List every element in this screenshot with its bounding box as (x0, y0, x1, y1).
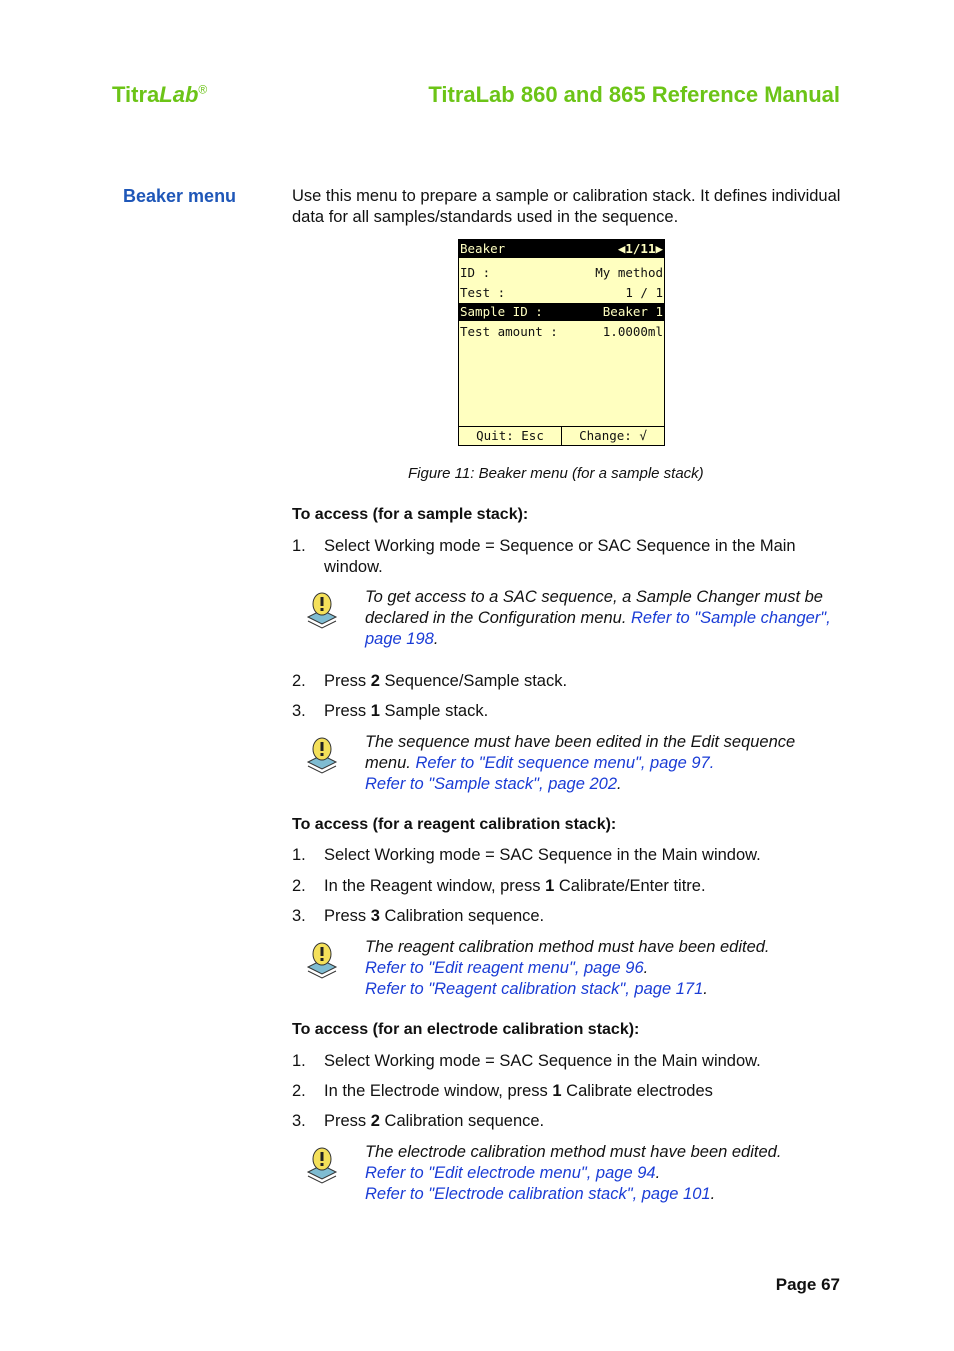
softkey-change: Change: √ (561, 427, 664, 445)
link-edit-electrode-menu[interactable]: Refer to "Edit electrode menu", page 94 (365, 1164, 656, 1182)
link-edit-reagent-menu[interactable]: Refer to "Edit reagent menu", page 96 (365, 959, 644, 977)
electrode-step-3: 3. Press 2 Calibration sequence. (292, 1112, 545, 1130)
lcd-row-label: Test : (460, 285, 506, 300)
electrode-step-1: 1. Select Working mode = SAC Sequence in the Main window. (292, 1052, 761, 1070)
reagent-step-3: 3. Press 3 Calibration sequence. (292, 907, 545, 925)
link-sample-stack[interactable]: Refer to "Sample stack", page 202 (365, 775, 618, 793)
lcd-row (459, 284, 664, 302)
electrode-step-2: 2. In the Electrode window, press 1 Calibrate electrodes (292, 1082, 713, 1100)
sample-step-2: 2. Press 2 Sequence/Sample stack. (292, 672, 568, 690)
lcd-row-selected (459, 303, 664, 321)
tip-bulb-icon (305, 1146, 339, 1186)
link-reagent-calibration-stack[interactable]: Refer to "Reagent calibration stack", page 171 (365, 980, 704, 998)
electrode-heading: To access (for an electrode calibration stack): (292, 1021, 640, 1038)
brand-logo (112, 82, 207, 108)
reagent-step-2: 2. In the Reagent window, press 1 Calibrate/Enter titre. (292, 877, 706, 895)
reagent-heading: To access (for a reagent calibration stack): (292, 816, 617, 833)
tip-bulb-icon (305, 591, 339, 631)
sample-heading: To access (for a sample stack): (292, 506, 529, 523)
figure-caption: Figure 11: Beaker menu (for a sample stack) (408, 465, 704, 482)
lcd-row-label: Test amount : (460, 324, 558, 339)
lcd-row-value: My method (595, 265, 663, 280)
lcd-row-label: Sample ID : (460, 304, 543, 319)
note-sample-changer: To get access to a SAC sequence, a Sample Changer must be declared in the Configuration menu. Refer to "Sample changer", page 198. (305, 587, 845, 651)
lcd-softkeys (459, 426, 664, 445)
intro-paragraph: Use this menu to prepare a sample or calibration stack. It defines individual data for all samples/standards used in the sequence. (292, 187, 841, 226)
manual-title: TitraLab 860 and 865 Reference Manual (428, 82, 840, 107)
softkey-quit: Quit: Esc (476, 428, 544, 443)
sample-step-1: 1. Select Working mode = Sequence or SAC Sequence in the Main window. (292, 537, 796, 576)
note-electrode-calibration: The electrode calibration method must have been edited. Refer to "Edit electrode menu", page 94. Refer to "Electrode calibration stack", page 101. (305, 1142, 845, 1206)
tip-bulb-icon (305, 941, 339, 981)
lcd-row-label: ID : (460, 265, 491, 280)
link-electrode-calibration-stack[interactable]: Refer to "Electrode calibration stack", page 101 (365, 1185, 711, 1203)
registered-mark: ® (198, 82, 208, 97)
section-title: Beaker menu (123, 186, 237, 206)
lcd-row-value: Beaker 1 (602, 304, 663, 319)
lcd-page-indicator: ◀1/11▶ (617, 241, 663, 256)
note-reagent-calibration: The reagent calibration method must have been edited. Refer to "Edit reagent menu", page 96. Refer to "Reagent calibration stack", page 171. (305, 937, 845, 1001)
lcd-row (459, 264, 664, 282)
reagent-step-1: 1. Select Working mode = SAC Sequence in the Main window. (292, 846, 761, 864)
lcd-row-value: 1.0000ml (602, 324, 663, 339)
lcd-title: Beaker (460, 241, 506, 256)
link-sample-changer[interactable]: Refer to "Sample changer", page 198 (365, 609, 831, 648)
page-number: Page 67 (775, 1275, 840, 1294)
link-edit-sequence-menu[interactable]: Refer to "Edit sequence menu", page 97. (415, 754, 715, 772)
brand-text-italic: Lab (159, 82, 199, 107)
beaker-lcd-screen (458, 239, 665, 446)
brand-text: Titra (112, 82, 160, 107)
tip-bulb-icon (305, 736, 339, 776)
note-edit-sequence: The sequence must have been edited in the Edit sequence menu. Refer to "Edit sequence menu", page 97. Refer to "Sample stack", page 202. (305, 732, 845, 796)
lcd-row (459, 323, 664, 341)
sample-step-3: 3. Press 1 Sample stack. (292, 702, 489, 720)
lcd-title-bar (459, 240, 664, 258)
lcd-row-value: 1 / 1 (625, 285, 663, 300)
